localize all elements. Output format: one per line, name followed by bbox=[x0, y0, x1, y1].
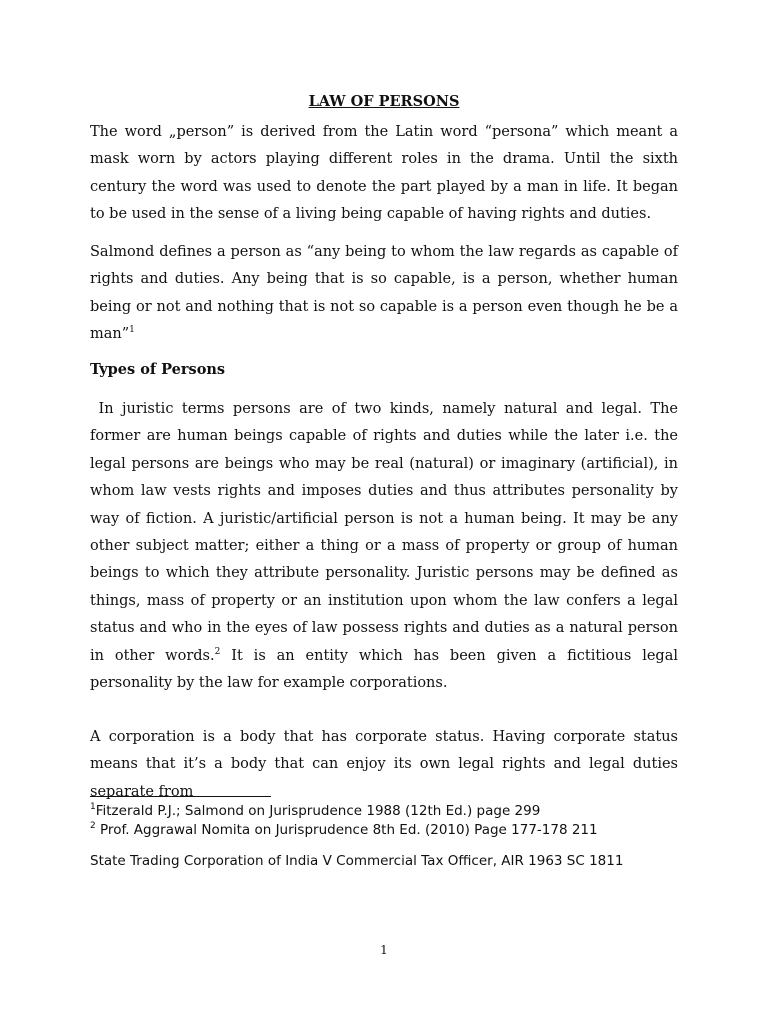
paragraph-salmond-text: Salmond defines a person as “any being to whom the law regards as capable of rights and duties. Any being that is so capable, is a person, whether human being or not and nothing that is not so capable is a person even though he be a man” bbox=[90, 244, 678, 343]
footnote-ref-1: 1 bbox=[129, 325, 135, 336]
footnote-2-text: Prof. Aggrawal Nomita on Jurisprudence 8th Ed. (2010) Page 177-178 211 bbox=[100, 822, 598, 838]
footnote-1-number: 1 bbox=[90, 802, 96, 812]
paragraph-juristic-text-cont: It is an entity which has been given a fictitious legal personality by the law for example corporations. bbox=[90, 647, 678, 692]
paragraph-salmond-definition bbox=[90, 239, 678, 349]
footnote-2 bbox=[90, 822, 690, 838]
footnote-2-continuation: State Trading Corporation of India V Commercial Tax Officer, AIR 1963 SC 1811 bbox=[90, 853, 624, 869]
footnote-ref-2: 2 bbox=[214, 646, 221, 657]
footnote-1 bbox=[90, 803, 690, 819]
section-heading-types-of-persons: Types of Persons bbox=[90, 361, 226, 378]
paragraph-origin-of-person: The word „person” is derived from the Latin word “persona” which meant a mask worn by actors playing different roles in the drama. Until the sixth century the word was used to denote the part played by a man in life. It began to be used in the sense of a living being capable of having rights and duties. bbox=[90, 124, 678, 223]
paragraph-juristic-persons bbox=[90, 396, 678, 697]
page-number: 1 bbox=[380, 943, 388, 957]
footnote-2-number: 2 bbox=[90, 821, 96, 831]
footnote-1-text: Fitzerald P.J.; Salmond on Jurisprudence 1988 (12th Ed.) page 299 bbox=[95, 803, 541, 819]
paragraph-juristic-text: In juristic terms persons are of two kinds, namely natural and legal. The former are human beings capable of rights and duties while the later i.e. the legal persons are beings who may be real (natural) or imaginary (artificial), in whom law vests rights and imposes duties and thus attributes personality by way of fiction. A juristic/artificial person is not a human being. It may be any other subject matter; either a thing or a mass of property or group of human beings to which they attribute personality. Juristic persons may be defined as things, mass of property or an institution upon whom the law confers a legal status and who in the eyes of law possess rights and duties as a natural person in other words. bbox=[90, 401, 678, 664]
paragraph-corporation: A corporation is a body that has corporate status. Having corporate status means that it’s a body that can enjoy its own legal rights and legal duties separate from bbox=[90, 729, 678, 800]
footnote-divider bbox=[90, 796, 271, 797]
page-title: LAW OF PERSONS bbox=[308, 93, 460, 110]
